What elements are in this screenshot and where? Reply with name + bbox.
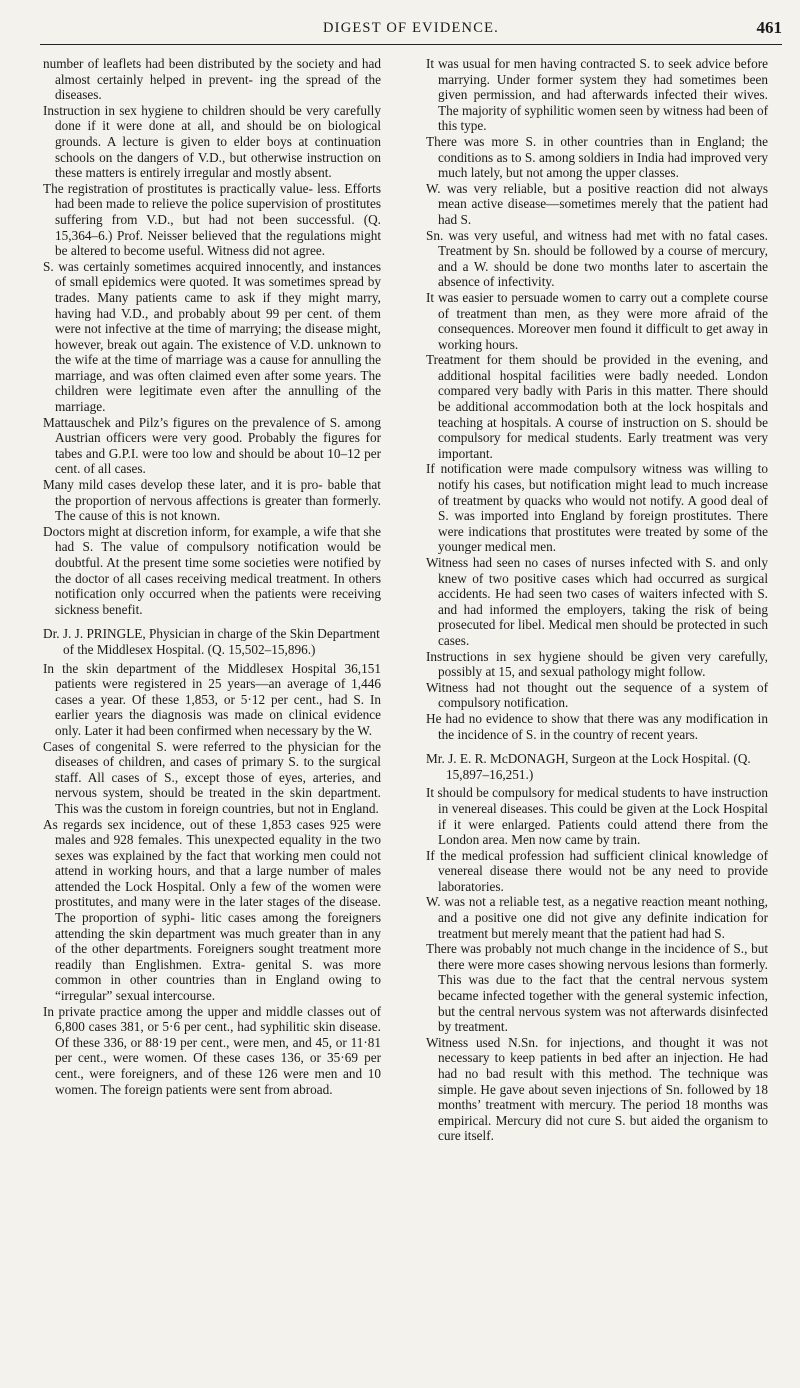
paragraph: Mattauschek and Pilz’s figures on the prevalence of S. among Austrian officers were very good. Probably the figures for tabes and G.P.I. were too low and should be about 10–12 per cent. of all cases.	[43, 414, 381, 477]
paragraph: He had no evidence to show that there was any modification in the incidence of S. in the country of recent years.	[426, 710, 768, 742]
paragraph: If notification were made compulsory witness was willing to notify his cases, but notification might lead to much increase of treatment by quacks who would not notify. A good deal of S. was imported into England by foreign prostitutes. There were indications that prostitutes were treated by some of the younger medical men.	[426, 461, 768, 555]
witness-heading: Mr. J. E. R. McDONAGH, Surgeon at the Lock Hospital. (Q. 15,897–16,251.)	[426, 751, 751, 782]
witness-heading: Dr. J. J. PRINGLE, Physician in charge of the Skin Department of the Middlesex Hospital. (Q. 15,502–15,896.)	[43, 626, 380, 657]
paragraph: There was more S. in other countries than in England; the conditions as to S. among soldiers in India had improved very much lately, but not among the upper classes.	[426, 133, 768, 181]
paragraph: It was easier to persuade women to carry out a complete course of treatment than men, as they were more afraid of the consequences. Moreover men found it difficult to get away in working hours.	[426, 289, 768, 352]
paragraph: It was usual for men having contracted S. to seek advice before marrying. Under former system they had sometimes been given permission, and had afterwards infected their wives. The majority of syphilitic women seen by witness had been of this type.	[426, 56, 768, 134]
running-title: DIGEST OF EVIDENCE.	[323, 20, 499, 36]
left-column	[43, 56, 381, 1097]
paragraph: Treatment for them should be provided in the evening, and additional hospital facilities were badly needed. London compared very badly with Paris in this matter. There should be additional accommodation both at the lock hospitals and teaching at hospitals. A course of instruction on S. should be compulsory for medical students. Early treatment was very important.	[426, 352, 768, 461]
paragraph: As regards sex incidence, out of these 1,853 cases 925 were males and 928 females. This unexpected equality in the two sexes was explained by the fact that working men could not attend in working hours, and that a large number of males attended the Lock Hospital. Only a few of the women were prostitutes, and many were in the later stages of the disease. The proportion of syphi- litic cases among the foreigners attending the skin department was much greater than in any of the other departments. Foreigners sought treatment more readily than Englishmen. Extra- genital S. was more common in other countries than in England owing to “irregular” sexual intercourse.	[43, 816, 381, 1004]
paragraph: Doctors might at discretion inform, for example, a wife that she had S. The value of compulsory notification would be doubtful. At the present time some societies were notified by the doctor of all cases receiving medical treatment. In others notification only occurred when the patients were receiving sickness benefit.	[43, 523, 381, 617]
paragraph: Witness had not thought out the sequence of a system of compulsory notification.	[426, 679, 768, 711]
paragraph: Instruction in sex hygiene to children should be very carefully done if it were done at all, and should be on biological grounds. A lecture is given to elder boys at continuation schools on the dangers of V.D., but otherwise instruction on these matters is entirely irregular and mostly absent.	[43, 102, 381, 181]
page-header	[40, 14, 782, 45]
paragraph: In the skin department of the Middlesex Hospital 36,151 patients were registered in 25 years—an average of 1,446 cases a year. Of these 1,853, or 5·12 per cent., had S. In earlier years the diagnosis was made on clinical evidence only. Later it had been confirmed when necessary by the W.	[43, 660, 381, 738]
page-number: 461	[756, 18, 782, 37]
paragraph: If the medical profession had sufficient clinical knowledge of venereal disease there would not be any need to provide laboratories.	[426, 847, 768, 894]
paragraph: Sn. was very useful, and witness had met with no fatal cases. Treatment by Sn. should be followed by a course of mercury, and a W. should be done two months later to ascertain the absence of infectivity.	[426, 227, 768, 290]
paragraph: Witness had seen no cases of nurses infected with S. and only knew of two positive cases which had occurred as surgical accidents. He had seen two cases of waiters infected with S. and had informed the employers, taking the risk of being prosecuted for libel. Medical men should be protected in such cases.	[426, 555, 768, 648]
paragraph: In private practice among the upper and middle classes out of 6,800 cases 381, or 5·6 per cent., had syphilitic skin disease. Of these 336, or 88·19 per cent., were men, and 45, or 11·81 per cent., were women. Of these cases 136, or 35·69 per cent., were foreigners, and of these 126 were men and 10 women. The foreign patients were sent from abroad.	[43, 1003, 381, 1097]
paragraph: It should be compulsory for medical students to have instruction in venereal diseases. This could be given at the Lock Hospital if it were enlarged. Patients could attend there from the London area. Men now came by train.	[426, 785, 768, 848]
paragraph: Many mild cases develop these later, and it is pro- bable that the proportion of nervous affections is greater than formerly. The cause of this is not known.	[43, 477, 381, 524]
paragraph: Witness used N.Sn. for injections, and thought it was not necessary to keep patients in bed after an injection. He had had no bad result with this method. The technique was simple. He gave about seven injections of Sn. followed by 18 months’ treatment with mercury. The period 18 months was empirical. Mercury did not cure S. but aided the organism to cure itself.	[426, 1034, 768, 1144]
paragraph: Instructions in sex hygiene should be given very carefully, possibly at 15, and sexual pathology might follow.	[426, 648, 768, 680]
paragraph: S. was certainly sometimes acquired innocently, and instances of small epidemics were quoted. It was sometimes spread by trades. Many patients came to ask if they might marry, having had V.D., and probably about 99 per cent. of them were not infective at the time of marrying; the disease might, however, break out again. The existence of V.D. unknown to the wife at the time of marriage was a cause for annulling the marriage, and was often claimed even after some years. The children were legitimate even after the annulling of the marriage.	[43, 258, 381, 415]
paragraph: W. was very reliable, but a positive reaction did not always mean active disease—sometimes merely that the patient had had S.	[426, 180, 768, 227]
paragraph: The registration of prostitutes is practically value- less. Efforts had been made to relieve the police supervision of prostitutes suffering from V.D., but had not been successful. (Q. 15,364–6.) Prof. Neisser believed that the regulations might be altered to become useful. Witness did not agree.	[43, 180, 381, 259]
paragraph: W. was not a reliable test, as a negative reaction meant nothing, and a positive one did not give any definite indication for treatment but merely meant that the patient had had S.	[426, 894, 768, 941]
paragraph: Cases of congenital S. were referred to the physician for the diseases of children, and cases of primary S. to the surgical staff. All cases of S., except those of eyes, arteries, and nervous system, should be treated in the skin department. This was the custom in foreign countries, but not in England.	[43, 738, 381, 816]
right-column	[426, 56, 768, 1144]
paragraph: number of leaflets had been distributed by the society and had almost certainly helped in prevent- ing the spread of the diseases.	[43, 56, 381, 103]
paragraph: There was probably not much change in the incidence of S., but there were more cases showing nervous lesions than formerly. This was due to the fact that the central nervous system became infected together with the general systemic infection, but the central nervous system was not afterwards disinfected by treatment.	[426, 941, 768, 1035]
